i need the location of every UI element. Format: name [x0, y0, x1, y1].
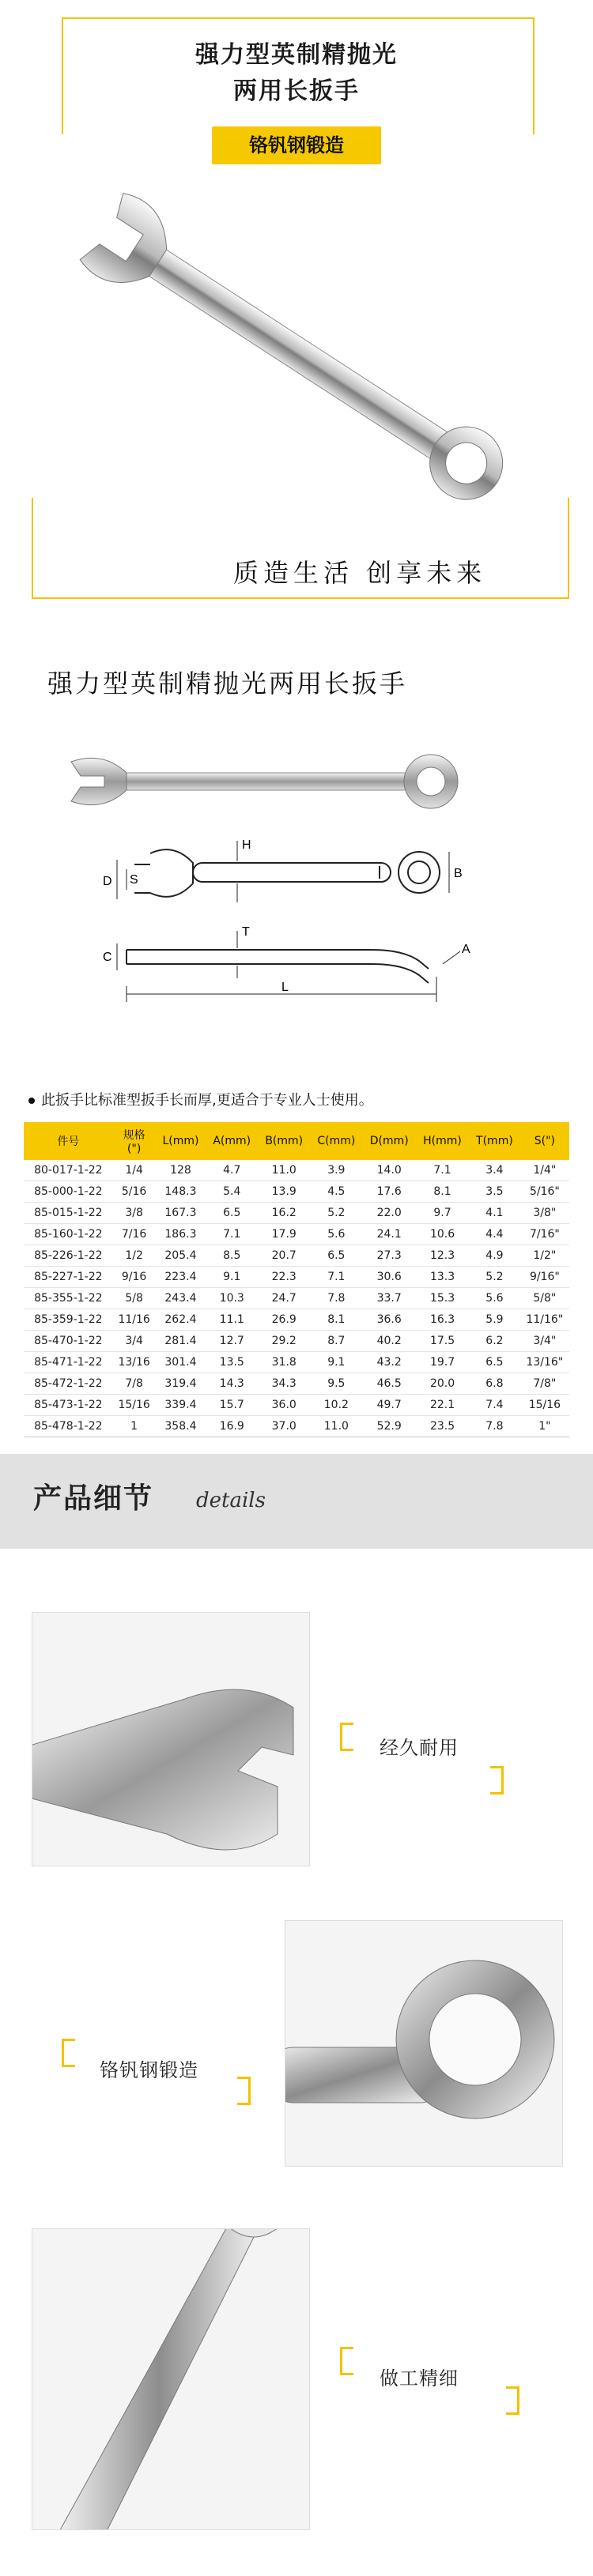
feature-bracket-right — [506, 2386, 519, 2415]
table-cell: 85-471-1-22 — [24, 1352, 113, 1373]
table-cell: 4.5 — [310, 1181, 362, 1203]
table-cell: 20.0 — [416, 1373, 469, 1395]
table-cell: 15.3 — [416, 1288, 469, 1309]
table-cell: 16.2 — [258, 1203, 310, 1224]
table-cell: 1/4" — [520, 1160, 569, 1181]
usage-note — [28, 1089, 373, 1109]
table-cell: 11/16" — [520, 1309, 569, 1331]
table-cell: 15/16 — [113, 1395, 156, 1416]
table-row — [24, 1395, 569, 1416]
table-cell: 85-473-1-22 — [24, 1395, 113, 1416]
table-cell: 22.1 — [416, 1395, 469, 1416]
table-cell: 16.9 — [206, 1416, 258, 1437]
table-cell: 14.3 — [206, 1373, 258, 1395]
table-cell: 1" — [520, 1416, 569, 1437]
table-cell: 5.2 — [469, 1267, 520, 1288]
table-cell: 36.0 — [258, 1395, 310, 1416]
label-A: A — [462, 943, 470, 956]
table-cell: 6.8 — [469, 1373, 520, 1395]
table-cell: 301.4 — [156, 1352, 206, 1373]
table-cell: 34.3 — [258, 1373, 310, 1395]
table-cell: 4.7 — [206, 1160, 258, 1181]
feature-bracket-right — [490, 1766, 504, 1795]
table-cell: 13.9 — [258, 1181, 310, 1203]
table-cell: 7.8 — [310, 1288, 362, 1309]
table-cell: 6.5 — [206, 1203, 258, 1224]
table-cell: 8.5 — [206, 1245, 258, 1267]
table-cell: 3/8" — [520, 1203, 569, 1224]
table-cell: 262.4 — [156, 1309, 206, 1331]
table-cell: 281.4 — [156, 1331, 206, 1352]
table-cell: 7/16 — [113, 1224, 156, 1245]
table-cell: 319.4 — [156, 1373, 206, 1395]
table-cell: 128 — [156, 1160, 206, 1181]
hero-title-line2: 两用长扳手 — [233, 77, 360, 105]
table-cell: 22.0 — [362, 1203, 415, 1224]
table-row — [24, 1416, 569, 1437]
table-cell: 10.2 — [310, 1395, 362, 1416]
label-S: S — [130, 873, 138, 887]
table-header-cell: T(mm) — [469, 1122, 520, 1160]
table-body — [24, 1160, 569, 1437]
table-row — [24, 1203, 569, 1224]
table-cell: 3/4 — [113, 1331, 156, 1352]
table-cell: 1/2" — [520, 1245, 569, 1267]
table-cell: 1 — [113, 1416, 156, 1437]
label-C: C — [103, 951, 112, 964]
table-cell: 339.4 — [156, 1395, 206, 1416]
material-badge: 铬钒钢锻造 — [212, 126, 381, 164]
table-cell: 7.1 — [416, 1160, 469, 1181]
table-cell: 3.4 — [469, 1160, 520, 1181]
label-B: B — [454, 867, 463, 880]
hero-title-line1: 强力型英制精抛光 — [195, 41, 398, 69]
table-cell: 7.1 — [206, 1224, 258, 1245]
table-header-cell: A(mm) — [206, 1122, 258, 1160]
table-cell: 26.9 — [258, 1309, 310, 1331]
table-cell: 6.5 — [310, 1245, 362, 1267]
table-cell: 11.0 — [258, 1160, 310, 1181]
table-cell: 12.3 — [416, 1245, 469, 1267]
table-cell: 7.1 — [310, 1267, 362, 1288]
table-cell: 7/8 — [113, 1373, 156, 1395]
table-cell: 205.4 — [156, 1245, 206, 1267]
table-cell: 7.4 — [469, 1395, 520, 1416]
table-cell: 13.3 — [416, 1267, 469, 1288]
table-cell: 7.8 — [469, 1416, 520, 1437]
table-cell: 1/4 — [113, 1160, 156, 1181]
table-header-cell: 件号 — [24, 1122, 113, 1160]
table-cell: 6.2 — [469, 1331, 520, 1352]
table-cell: 85-226-1-22 — [24, 1245, 113, 1267]
table-cell: 10.6 — [416, 1224, 469, 1245]
label-D: D — [103, 875, 112, 888]
feature-label-durable: 经久耐用 — [380, 1737, 459, 1759]
table-row — [24, 1352, 569, 1373]
table-row — [24, 1245, 569, 1267]
table-cell: 9.5 — [310, 1373, 362, 1395]
table-cell: 85-000-1-22 — [24, 1181, 113, 1203]
hero-section — [0, 0, 593, 616]
table-cell: 85-472-1-22 — [24, 1373, 113, 1395]
table-row — [24, 1309, 569, 1331]
table-cell: 13.5 — [206, 1352, 258, 1373]
table-cell: 85-355-1-22 — [24, 1288, 113, 1309]
table-cell: 4.4 — [469, 1224, 520, 1245]
table-cell: 10.3 — [206, 1288, 258, 1309]
table-cell: 20.7 — [258, 1245, 310, 1267]
spec-title: 强力型英制精抛光两用长扳手 — [47, 668, 408, 699]
hero-wrench-image — [32, 182, 569, 529]
table-cell: 49.7 — [362, 1395, 415, 1416]
table-cell: 9.7 — [416, 1203, 469, 1224]
table-cell: 148.3 — [156, 1181, 206, 1203]
table-cell: 33.7 — [362, 1288, 415, 1309]
bullet-icon — [28, 1098, 35, 1104]
table-cell: 13/16 — [113, 1352, 156, 1373]
table-cell: 1/2 — [113, 1245, 156, 1267]
table-cell: 52.9 — [362, 1416, 415, 1437]
table-cell: 15/16 — [520, 1395, 569, 1416]
table-cell: 14.0 — [362, 1160, 415, 1181]
table-cell: 43.2 — [362, 1352, 415, 1373]
table-cell: 17.5 — [416, 1331, 469, 1352]
table-header-cell: B(mm) — [258, 1122, 310, 1160]
table-cell: 4.9 — [469, 1245, 520, 1267]
table-cell: 85-015-1-22 — [24, 1203, 113, 1224]
table-header-cell: 规格 (") — [113, 1122, 156, 1160]
table-row — [24, 1181, 569, 1203]
table-cell: 3/4" — [520, 1331, 569, 1352]
table-cell: 85-160-1-22 — [24, 1224, 113, 1245]
table-cell: 11/16 — [113, 1309, 156, 1331]
table-cell: 5/8 — [113, 1288, 156, 1309]
table-cell: 5/16" — [520, 1181, 569, 1203]
table-header-cell: L(mm) — [156, 1122, 206, 1160]
table-cell: 16.3 — [416, 1309, 469, 1331]
table-cell: 5/8" — [520, 1288, 569, 1309]
table-cell: 12.7 — [206, 1331, 258, 1352]
table-header-cell: D(mm) — [362, 1122, 415, 1160]
table-cell: 9.1 — [310, 1352, 362, 1373]
table-cell: 8.7 — [310, 1331, 362, 1352]
table-cell: 15.7 — [206, 1395, 258, 1416]
table-cell: 5.6 — [469, 1288, 520, 1309]
spec-table — [24, 1122, 569, 1437]
table-cell: 24.1 — [362, 1224, 415, 1245]
table-row — [24, 1373, 569, 1395]
table-cell: 11.0 — [310, 1416, 362, 1437]
table-cell: 5.6 — [310, 1224, 362, 1245]
table-cell: 7/8" — [520, 1373, 569, 1395]
table-row — [24, 1160, 569, 1181]
table-header-cell: C(mm) — [310, 1122, 362, 1160]
label-T: T — [242, 925, 250, 939]
table-cell: 31.8 — [258, 1352, 310, 1373]
table-cell: 40.2 — [362, 1331, 415, 1352]
table-header-cell: H(mm) — [416, 1122, 469, 1160]
table-cell: 8.1 — [310, 1309, 362, 1331]
table-cell: 85-478-1-22 — [24, 1416, 113, 1437]
details-title: 产品细节 — [33, 1482, 154, 1515]
detail-photo-handle — [32, 2228, 310, 2530]
table-cell: 223.4 — [156, 1267, 206, 1288]
table-cell: 5.2 — [310, 1203, 362, 1224]
table-cell: 37.0 — [258, 1416, 310, 1437]
table-cell: 85-227-1-22 — [24, 1267, 113, 1288]
table-cell: 17.9 — [258, 1224, 310, 1245]
table-cell: 29.2 — [258, 1331, 310, 1352]
feature-bracket-left — [340, 2347, 353, 2375]
table-row — [24, 1288, 569, 1309]
table-cell: 9/16" — [520, 1267, 569, 1288]
slogan: 质造生活 创享未来 — [233, 558, 487, 588]
table-cell: 11.1 — [206, 1309, 258, 1331]
table-cell: 6.5 — [469, 1352, 520, 1373]
detail-photo-open-end — [32, 1612, 310, 1866]
table-row — [24, 1331, 569, 1352]
table-cell: 4.1 — [469, 1203, 520, 1224]
feature-bracket-left — [62, 2039, 75, 2067]
table-cell: 5/16 — [113, 1181, 156, 1203]
table-row — [24, 1224, 569, 1245]
feature-label-forged: 铬钒钢锻造 — [100, 2059, 198, 2081]
table-cell: 3.5 — [469, 1181, 520, 1203]
table-row — [24, 1267, 569, 1288]
table-cell: 27.3 — [362, 1245, 415, 1267]
table-cell: 30.6 — [362, 1267, 415, 1288]
table-cell: 80-017-1-22 — [24, 1160, 113, 1181]
table-cell: 24.7 — [258, 1288, 310, 1309]
table-cell: 36.6 — [362, 1309, 415, 1331]
table-cell: 9.1 — [206, 1267, 258, 1288]
dimension-diagram — [95, 838, 490, 1019]
detail-photo-box-end — [285, 1920, 563, 2167]
table-cell: 17.6 — [362, 1181, 415, 1203]
wrench-side-photo — [63, 743, 474, 822]
table-cell: 23.5 — [416, 1416, 469, 1437]
table-cell: 46.5 — [362, 1373, 415, 1395]
table-cell: 85-470-1-22 — [24, 1331, 113, 1352]
table-cell: 3/8 — [113, 1203, 156, 1224]
table-cell: 8.1 — [416, 1181, 469, 1203]
table-cell: 243.4 — [156, 1288, 206, 1309]
table-header-row — [24, 1122, 569, 1160]
table-cell: 5.9 — [469, 1309, 520, 1331]
table-cell: 9/16 — [113, 1267, 156, 1288]
feature-bracket-left — [340, 1723, 353, 1751]
table-cell: 5.4 — [206, 1181, 258, 1203]
table-cell: 22.3 — [258, 1267, 310, 1288]
table-cell: 3.9 — [310, 1160, 362, 1181]
table-cell: 85-359-1-22 — [24, 1309, 113, 1331]
table-cell: 19.7 — [416, 1352, 469, 1373]
details-subtitle: details — [196, 1489, 266, 1512]
usage-note-text: 此扳手比标准型扳手长而厚,更适合于专业人士使用。 — [41, 1092, 373, 1109]
feature-label-fine-workmanship: 做工精细 — [380, 2367, 459, 2390]
table-header-cell: S(") — [520, 1122, 569, 1160]
label-L: L — [281, 981, 289, 994]
table-cell: 186.3 — [156, 1224, 206, 1245]
table-cell: 13/16" — [520, 1352, 569, 1373]
table-cell: 7/16" — [520, 1224, 569, 1245]
feature-bracket-right — [237, 2077, 251, 2105]
label-H: H — [242, 838, 251, 852]
table-cell: 167.3 — [156, 1203, 206, 1224]
table-cell: 358.4 — [156, 1416, 206, 1437]
